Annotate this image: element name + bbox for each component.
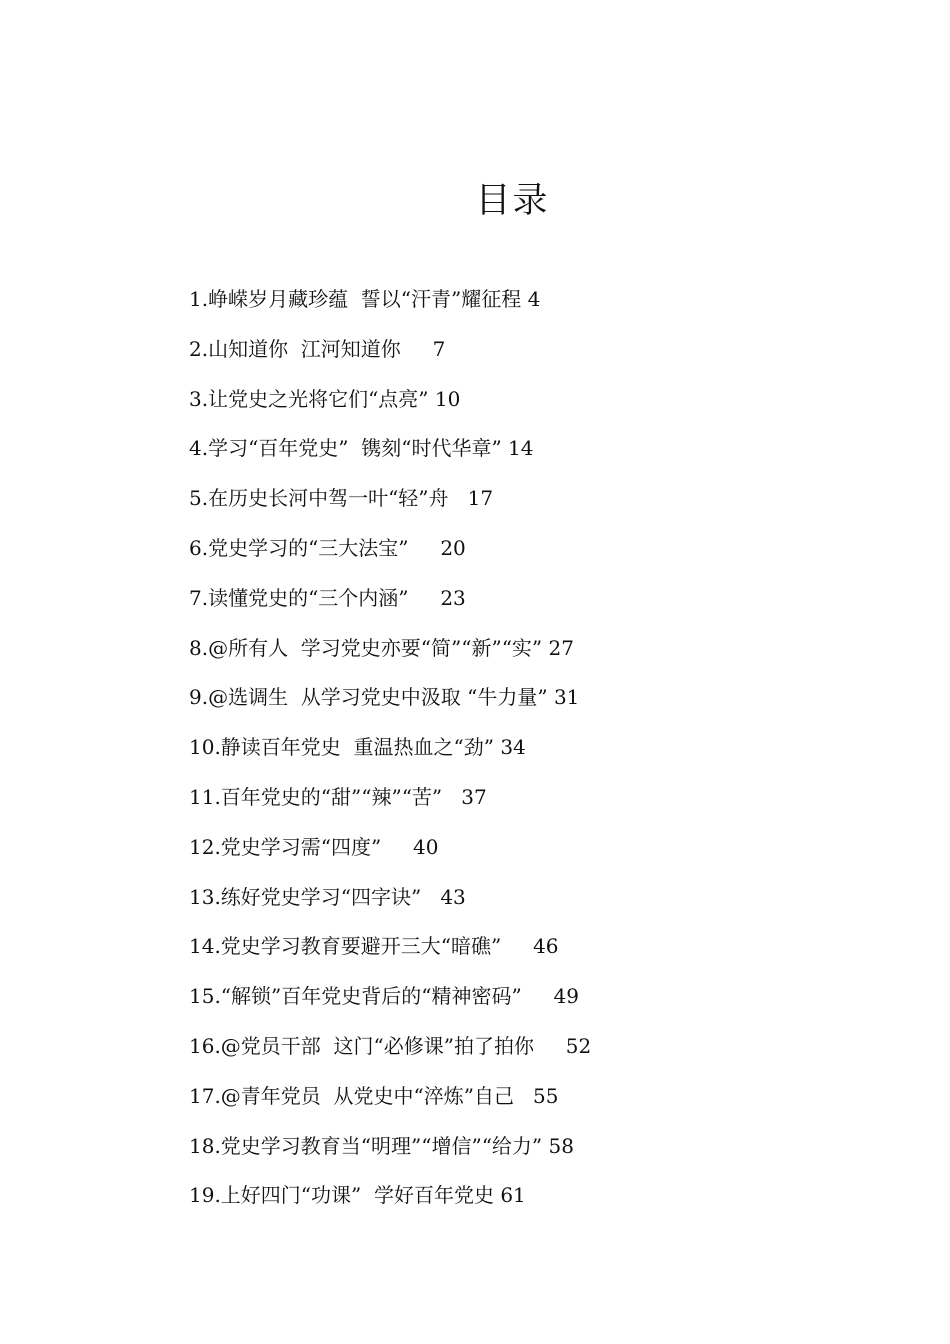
toc-entry-7: 7.读懂党史的“三个内涵” 23 (189, 585, 466, 610)
toc-entry-5: 5.在历史长河中驾一叶“轻”舟 17 (189, 486, 494, 511)
toc-entry-18: 18.党史学习教育当“明理”“增信”“给力” 58 (189, 1133, 574, 1158)
toc-entry-9: 9.@选调生 从学习党史中汲取 “牛力量” 31 (189, 685, 580, 710)
toc-entry-4: 4.学习“百年党史” 镌刻“时代华章” 14 (189, 436, 534, 461)
toc-entry-12: 12.党史学习需“四度” 40 (189, 834, 439, 859)
toc-entry-2: 2.山知道你 江河知道你 7 (189, 336, 446, 361)
toc-entry-6: 6.党史学习的“三大法宝” 20 (189, 535, 466, 560)
toc-entry-15: 15.“解锁”百年党史背后的“精神密码” 49 (189, 984, 579, 1009)
toc-entry-8: 8.@所有人 学习党史亦要“简”“新”“实” 27 (189, 635, 574, 660)
toc-entry-10: 10.静读百年党史 重温热血之“劲” 34 (189, 735, 526, 760)
toc-entry-3: 3.让党史之光将它们“点亮” 10 (189, 386, 461, 411)
toc-entry-13: 13.练好党史学习“四字诀” 43 (189, 884, 466, 909)
page-title: 目录 (475, 181, 550, 221)
toc-entry-14: 14.党史学习教育要避开三大“暗礁” 46 (189, 934, 559, 959)
table-of-contents (189, 284, 591, 1230)
toc-entry-17: 17.@青年党员 从党史中“淬炼”自己 55 (189, 1083, 559, 1108)
toc-entry-16: 16.@党员干部 这门“必修课”拍了拍你 52 (189, 1033, 592, 1058)
toc-entry-1: 1.峥嵘岁月藏珍蕴 誓以“汗青”耀征程 4 (189, 287, 541, 311)
toc-entry-11: 11.百年党史的“甜”“辣”“苦” 37 (189, 784, 487, 809)
toc-entry-19: 19.上好四门“功课” 学好百年党史 61 (189, 1183, 526, 1208)
